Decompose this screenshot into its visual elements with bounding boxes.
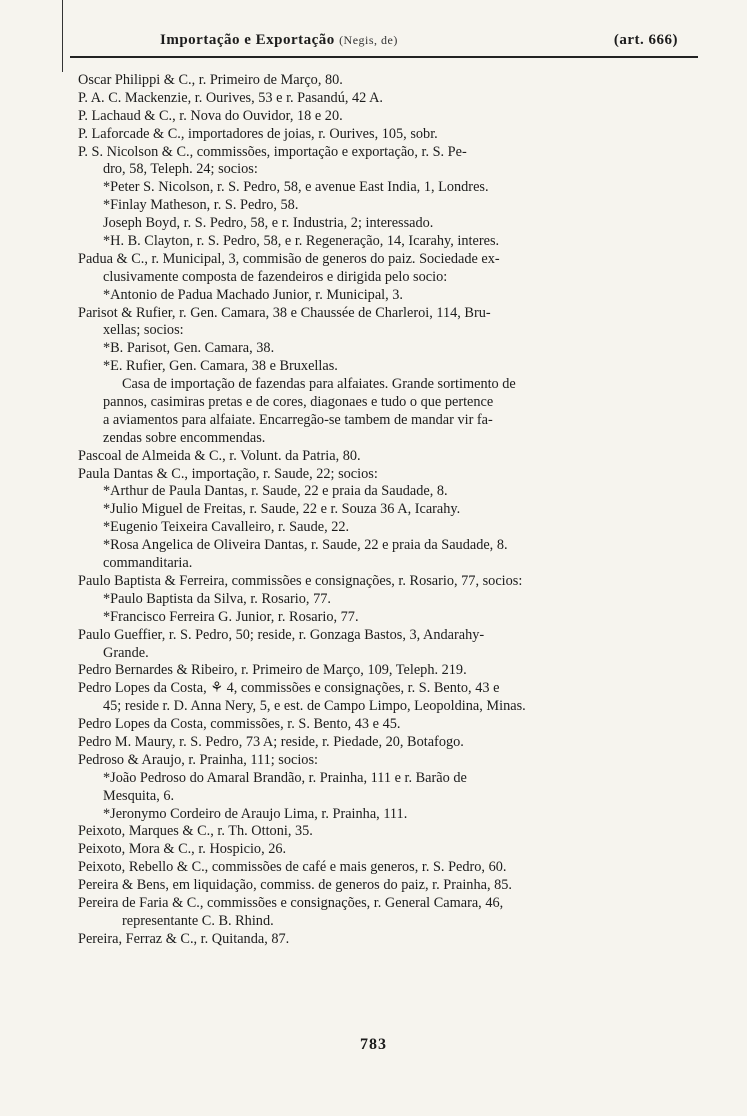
entry-continuation-line: *Francisco Ferreira G. Junior, r. Rosario, 77. [103, 608, 359, 625]
entry-continuation-line: dro, 58, Teleph. 24; socios: [103, 161, 258, 178]
entry-continuation-line: 45; reside r. D. Anna Nery, 5, e est. de Campo Limpo, Leopoldina, Minas. [103, 698, 526, 715]
header-rule [70, 56, 698, 58]
entry-continuation-line: representante C. B. Rhind. [122, 912, 274, 929]
entry-line: Paulo Gueffier, r. S. Pedro, 50; reside, r. Gonzaga Bastos, 3, Andarahy- [78, 626, 485, 643]
entry-line: Paulo Baptista & Ferreira, commissões e consignações, r. Rosario, 77, socios: [78, 572, 523, 589]
entry-continuation-line: pannos, casimiras pretas e de cores, diagonaes e tudo o que pertence [103, 394, 494, 411]
header-title: Importação e Exportação [160, 32, 335, 48]
entry-line: P. A. C. Mackenzie, r. Ourives, 53 e r. Pasandú, 42 A. [78, 89, 383, 106]
entry-line: Pereira, Ferraz & C., r. Quitanda, 87. [78, 930, 290, 947]
entry-line: Parisot & Rufier, r. Gen. Camara, 38 e Chaussée de Charleroi, 114, Bru- [78, 304, 491, 321]
entry-line: P. Lachaud & C., r. Nova do Ouvidor, 18 e 20. [78, 107, 343, 124]
entry-line: Pereira de Faria & C., commissões e consignações, r. General Camara, 46, [78, 894, 504, 911]
entry-line: Pedro Lopes da Costa, ⚘ 4, commissões e consignações, r. S. Bento, 43 e [78, 680, 500, 697]
entry-continuation-line: Grande. [103, 644, 149, 661]
entry-line: Peixoto, Marques & C., r. Th. Ottoni, 35. [78, 823, 313, 840]
entry-continuation-line: Casa de importação de fazendas para alfaiates. Grande sortimento de [122, 376, 516, 393]
margin-line [62, 0, 63, 72]
header-article: (art. 666) [613, 32, 678, 48]
entry-continuation-line: *Jeronymo Cordeiro de Araujo Lima, r. Prainha, 111. [103, 805, 408, 822]
entry-continuation-line: *H. B. Clayton, r. S. Pedro, 58, e r. Regeneração, 14, Icarahy, interes. [103, 233, 500, 250]
entry-line: Oscar Philippi & C., r. Primeiro de Março, 80. [78, 72, 343, 88]
entry-line: Pedro Bernardes & Ribeiro, r. Primeiro de Março, 109, Teleph. 219. [78, 662, 467, 679]
entry-line: Peixoto, Rebello & C., commissões de café e mais generos, r. S. Pedro, 60. [78, 859, 507, 876]
entry-continuation-line: *Peter S. Nicolson, r. S. Pedro, 58, e avenue East India, 1, Londres. [103, 179, 489, 196]
page-number: 783 [360, 1036, 387, 1053]
entry-line: Paula Dantas & C., importação, r. Saude, 22; socios: [78, 465, 378, 482]
entry-line: P. Laforcade & C., importadores de joias, r. Ourives, 105, sobr. [78, 125, 438, 142]
entry-continuation-line: *Arthur de Paula Dantas, r. Saude, 22 e praia da Saudade, 8. [103, 483, 448, 500]
entry-line: Pascoal de Almeida & C., r. Volunt. da Patria, 80. [78, 447, 361, 464]
entry-line: P. S. Nicolson & C., commissões, importação e exportação, r. S. Pe- [78, 143, 467, 160]
entry-line: Pedroso & Araujo, r. Prainha, 111; socios: [78, 751, 318, 768]
entry-continuation-line: *Paulo Baptista da Silva, r. Rosario, 77. [103, 590, 331, 607]
header-note: (Negis, de) [339, 33, 398, 47]
entry-continuation-line: clusivamente composta de fazendeiros e dirigida pelo socio: [103, 268, 448, 285]
entry-continuation-line: xellas; socios: [103, 322, 184, 339]
entry-continuation-line: *Antonio de Padua Machado Junior, r. Municipal, 3. [103, 286, 404, 303]
entry-line: Padua & C., r. Municipal, 3, commisão de generos do paiz. Sociedade ex- [78, 250, 500, 267]
entry-line: Pedro M. Maury, r. S. Pedro, 73 A; reside, r. Piedade, 20, Botafogo. [78, 733, 464, 750]
page-header [160, 32, 700, 49]
directory-listing [78, 72, 704, 949]
entry-continuation-line: Mesquita, 6. [103, 787, 175, 804]
entry-continuation-line: *Julio Miguel de Freitas, r. Saude, 22 e r. Souza 36 A, Icarahy. [103, 501, 461, 518]
entry-continuation-line: *E. Rufier, Gen. Camara, 38 e Bruxellas. [103, 358, 338, 375]
entry-continuation-line: *João Pedroso do Amaral Brandão, r. Prainha, 111 e r. Barão de [103, 769, 467, 786]
entry-continuation-line: *B. Parisot, Gen. Camara, 38. [103, 340, 275, 357]
entry-continuation-line: *Eugenio Teixeira Cavalleiro, r. Saude, 22. [103, 519, 350, 536]
entry-line: Pedro Lopes da Costa, commissões, r. S. Bento, 43 e 45. [78, 716, 401, 733]
entry-line: Pereira & Bens, em liquidação, commiss. de generos do paiz, r. Prainha, 85. [78, 877, 512, 894]
entry-continuation-line: *Rosa Angelica de Oliveira Dantas, r. Saude, 22 e praia da Saudade, 8. [103, 537, 508, 554]
entry-continuation-line: a aviamentos para alfaiate. Encarregão-se tambem de mandar vir fa- [103, 411, 493, 428]
entry-continuation-line: zendas sobre encommendas. [103, 429, 266, 446]
entry-continuation-line: commanditaria. [103, 555, 193, 572]
entry-continuation-line: Joseph Boyd, r. S. Pedro, 58, e r. Industria, 2; interessado. [103, 215, 434, 232]
entry-line: Peixoto, Mora & C., r. Hospicio, 26. [78, 841, 287, 858]
entry-continuation-line: *Finlay Matheson, r. S. Pedro, 58. [103, 197, 299, 214]
